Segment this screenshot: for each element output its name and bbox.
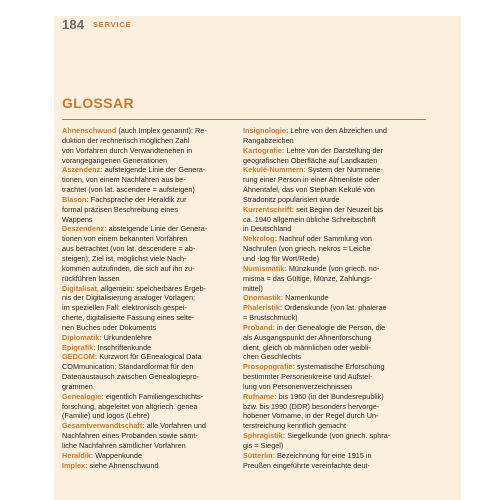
- glossary-text: Nachruf oder Sammlung von: [277, 234, 372, 244]
- glossary-text: gis = Siegel): [243, 441, 284, 450]
- glossary-column-right: [243, 126, 421, 471]
- glossary-line: [243, 264, 421, 274]
- glossary-text: Lehre von der Darstellung der: [284, 145, 383, 155]
- glossary-line: [62, 284, 232, 294]
- glossary-text: lung von Personenverzeichnissen: [243, 381, 353, 391]
- glossary-text: dient, gleich ob männlichen oder weibli-: [243, 342, 371, 352]
- glossary-line: [62, 382, 232, 392]
- glossary-line: [243, 146, 421, 156]
- glossary-line: [243, 136, 421, 146]
- glossary-text: formal präzisen Beschreibung eines: [62, 204, 179, 214]
- glossary-line: [243, 313, 421, 323]
- glossary-line: [62, 352, 232, 362]
- glossary-text: Siegelkunde (von griech. sphra-: [285, 431, 391, 441]
- glossary-term: Sphragistik:: [243, 431, 286, 441]
- glossary-text: chen Geschlechts: [243, 352, 302, 362]
- glossary-line: [243, 382, 421, 392]
- glossary-text: rückführen lassen: [62, 273, 120, 283]
- glossary-text: Münzkunde (von griech. no-: [286, 263, 380, 273]
- section-label: SERVICE: [93, 20, 132, 29]
- glossary-text: aufsteigende Linie der Genera-: [102, 165, 206, 175]
- glossary-text: = Brustschmuck): [243, 313, 298, 323]
- glossary-term: Kartografie:: [243, 145, 285, 155]
- glossary-text: nis der Digitalisierung analoger Vorlagen;: [62, 293, 196, 303]
- glossary-line: [243, 254, 421, 264]
- glossary-line: [62, 362, 232, 372]
- glossary-text: als Ausgangspunkt der Ahnenforschung: [243, 332, 372, 342]
- glossary-line: [243, 303, 421, 313]
- glossary-line: [62, 254, 232, 264]
- glossary-line: [62, 431, 232, 441]
- glossary-line: [243, 333, 421, 343]
- glossary-text: Stradonitz popularisiert wurde: [243, 194, 340, 204]
- glossary-line: [243, 195, 421, 205]
- glossary-text: Ahnentafel, das von Stephan Kekulé von: [243, 185, 375, 195]
- glossary-text: Rangabzeichen: [243, 135, 294, 145]
- glossary-line: [243, 274, 421, 284]
- glossary-text: Nachfahren eines Probanden sowie sämt-: [62, 431, 198, 441]
- glossary-text: geografischen Oberfläche auf Landkarten: [243, 155, 378, 165]
- page-title: GLOSSAR: [62, 95, 135, 111]
- glossary-text: vorangegangenen Generationen: [62, 155, 168, 165]
- glossary-line: [243, 185, 421, 195]
- glossary-term: Proband:: [243, 322, 276, 332]
- glossary-text: (Familie) und logos (Lehre): [62, 411, 150, 421]
- glossary-text: Bezeichnung für eine 1915 in: [275, 450, 372, 460]
- glossary-term: Ahnenschwund: [62, 126, 117, 135]
- glossary-line: [62, 224, 232, 234]
- glossary-text: absteigende Linie der Genera-: [106, 224, 208, 234]
- glossary-text: liche Nachfahren sämtlicher Vorfahren: [62, 441, 186, 450]
- glossary-line: [62, 136, 232, 146]
- glossary-line: [243, 284, 421, 294]
- glossary-line: [243, 175, 421, 185]
- glossary-line: [243, 165, 421, 175]
- glossary-line: [243, 205, 421, 215]
- glossary-line: [62, 372, 232, 382]
- glossary-term: Genealogie:: [62, 391, 104, 401]
- glossary-term: Prosopografie:: [243, 362, 295, 372]
- glossary-term: Numismatik:: [243, 263, 287, 273]
- glossary-term: Deszendenz:: [62, 224, 107, 234]
- glossary-text: nen Buches oder Dokuments: [62, 322, 157, 332]
- glossary-term: GEDCOM:: [62, 352, 98, 362]
- glossary-text: Datenaustausch zwischen Genealogiepro-: [62, 372, 200, 382]
- glossary-term: Heraldik:: [62, 450, 94, 460]
- glossary-line: [243, 293, 421, 303]
- glossary-line: [62, 402, 232, 412]
- glossary-line: [62, 303, 232, 313]
- glossary-line: [62, 333, 232, 343]
- glossary-line: [62, 421, 232, 431]
- glossary-text: Urkundenlehre: [101, 332, 152, 342]
- glossary-text: bestimmter Personenkreise und Aufstel-: [243, 372, 373, 382]
- glossary-text: rung einer Person in einer Ahnenliste oder: [243, 175, 380, 185]
- title-rule: [62, 119, 426, 120]
- glossary-line: [243, 156, 421, 166]
- glossary-term: Aszendenz:: [62, 165, 103, 175]
- glossary-text: mittel): [243, 283, 263, 293]
- page-number: 184: [62, 17, 85, 32]
- glossary-text: Ordenskunde (von lat. phalerae: [282, 303, 387, 313]
- glossary-text: tionen von einem bekannten Vorfahren: [62, 234, 188, 244]
- glossary-term: Diplomatik:: [62, 332, 102, 342]
- glossary-line: [243, 392, 421, 402]
- glossary-line: [243, 461, 421, 471]
- glossary-line: [243, 234, 421, 244]
- glossary-line: [62, 156, 232, 166]
- glossary-text: kommen aufzufinden, die sich auf ihn zu-: [62, 263, 195, 273]
- glossary-text: siehe Ahnenschwund: [87, 460, 159, 470]
- glossary-text: cherte, digitalisierte Fassung eines selte-: [62, 313, 195, 323]
- glossary-line: [243, 411, 421, 421]
- glossary-term: Phaleristik:: [243, 303, 283, 313]
- glossary-line: [62, 234, 232, 244]
- glossary-text: Inschriftenkunde: [95, 342, 152, 352]
- glossary-line: [243, 372, 421, 382]
- glossary-text: Nachrufen (von griech. nekros = Leiche: [243, 244, 371, 254]
- glossary-text: in der Genealogie die Person, die: [275, 322, 386, 332]
- glossary-text: bis 1960 (in der Bundesrepublik): [276, 391, 384, 401]
- glossary-term: Nekrolog:: [243, 234, 278, 244]
- glossary-term: Digitalisat,: [62, 283, 99, 293]
- glossary-line: [62, 126, 232, 136]
- glossary-line: [243, 441, 421, 451]
- glossary-text: bzw. bis 1990 (DDR) besonders hervorge-: [243, 401, 380, 411]
- glossary-text: systematische Erforschung: [294, 362, 385, 372]
- glossary-line: [62, 175, 232, 185]
- glossary-term: Kekulé-Nummern:: [243, 165, 306, 175]
- glossary-term: Rufname:: [243, 391, 277, 401]
- glossary-line: [62, 451, 232, 461]
- glossary-term: Implex:: [62, 460, 88, 470]
- glossary-text: Wappens: [62, 214, 93, 224]
- glossary-line: [62, 195, 232, 205]
- glossary-line: [62, 274, 232, 284]
- glossary-line: [62, 323, 232, 333]
- glossary-line: [62, 343, 232, 353]
- glossary-text: von Vorfahren durch Verwandtenehen in: [62, 145, 193, 155]
- glossary-line: [62, 244, 232, 254]
- glossary-line: [243, 343, 421, 353]
- glossary-text: allgemein: speicherbares Ergeb-: [98, 283, 206, 293]
- glossary-line: [62, 264, 232, 274]
- glossary-line: [243, 244, 421, 254]
- glossary-text: misma = das Gültige, Münze, Zahlungs-: [243, 273, 373, 283]
- glossary-text: steigen); Ziel ist, möglichst viele Nach-: [62, 253, 187, 263]
- glossary-term: Sütterlin:: [243, 450, 276, 460]
- glossary-text: COMmunication; Standardformat für den: [62, 362, 194, 372]
- glossary-text: Namenkunde: [283, 293, 329, 303]
- glossary-line: [62, 461, 232, 471]
- glossary-text: in Deutschland: [243, 224, 292, 234]
- glossary-text: Lehre von den Abzeichen und: [288, 126, 387, 135]
- glossary-line: [62, 313, 232, 323]
- glossary-term: Gesamtverwandtschaft:: [62, 421, 145, 431]
- glossary-term: Kurrentschrift:: [243, 204, 295, 214]
- glossary-text: alle Vorfahren und: [144, 421, 206, 431]
- glossary-term: Epigrafik:: [62, 342, 96, 352]
- glossary-text: Wappenkunde: [93, 450, 143, 460]
- glossary-line: [62, 165, 232, 175]
- glossary-line: [243, 323, 421, 333]
- glossary-text: Fachsprache der Heraldik zur: [88, 194, 187, 204]
- glossary-text: im speziellen Fall: elektronisch gespei-: [62, 303, 187, 313]
- glossary-text: tionen, von einem Nachfahren aus be-: [62, 175, 186, 185]
- glossary-text: System der Nummerie-: [305, 165, 383, 175]
- glossary-text: Preußen eingeführte vereinfachte deut-: [243, 460, 370, 470]
- glossary-text: (auch Implex genannt): Re-: [116, 126, 207, 135]
- glossary-line: [243, 451, 421, 461]
- glossary-line: [243, 431, 421, 441]
- glossary-column-left: [62, 126, 232, 471]
- glossary-text: duktion der rechnerisch möglichen Zahl: [62, 135, 190, 145]
- glossary-line: [243, 421, 421, 431]
- glossary-term: Blason:: [62, 194, 89, 204]
- glossary-line: [62, 205, 232, 215]
- glossary-line: [62, 146, 232, 156]
- glossary-term: Onomastik:: [243, 293, 284, 303]
- glossary-line: [243, 126, 421, 136]
- glossary-text: und -log für Wort/Rede): [243, 253, 320, 263]
- glossary-text: grammen: [62, 381, 93, 391]
- book-page: [54, 16, 461, 500]
- glossary-text: aus betrachtet (von lat. descendere = ab-: [62, 244, 196, 254]
- glossary-text: terstreichung kenntlich gemacht: [243, 421, 347, 431]
- glossary-line: [243, 215, 421, 225]
- glossary-line: [243, 362, 421, 372]
- glossary-line: [243, 352, 421, 362]
- glossary-line: [62, 441, 232, 451]
- glossary-line: [62, 185, 232, 195]
- glossary-text: trachtet (von lat. ascendere = aufsteigen): [62, 185, 195, 195]
- glossary-line: [62, 293, 232, 303]
- glossary-text: forschung, abgeleitet von altgriech. genea: [62, 401, 198, 411]
- glossary-line: [62, 215, 232, 225]
- glossary-text: seit Beginn der Neuzeit bis: [294, 204, 383, 214]
- glossary-line: [243, 402, 421, 412]
- glossary-text: eigentlich Familiengeschichts-: [103, 391, 204, 401]
- glossary-text: Kurzwort für GEnealogical Data: [97, 352, 202, 362]
- glossary-term: Insignologie:: [243, 126, 289, 135]
- glossary-text: hobener Vorname, in der Regel durch Un-: [243, 411, 379, 421]
- glossary-line: [62, 392, 232, 402]
- glossary-line: [62, 411, 232, 421]
- glossary-text: ca. 1940 allgemein übliche Schreibschrift: [243, 214, 376, 224]
- glossary-line: [243, 224, 421, 234]
